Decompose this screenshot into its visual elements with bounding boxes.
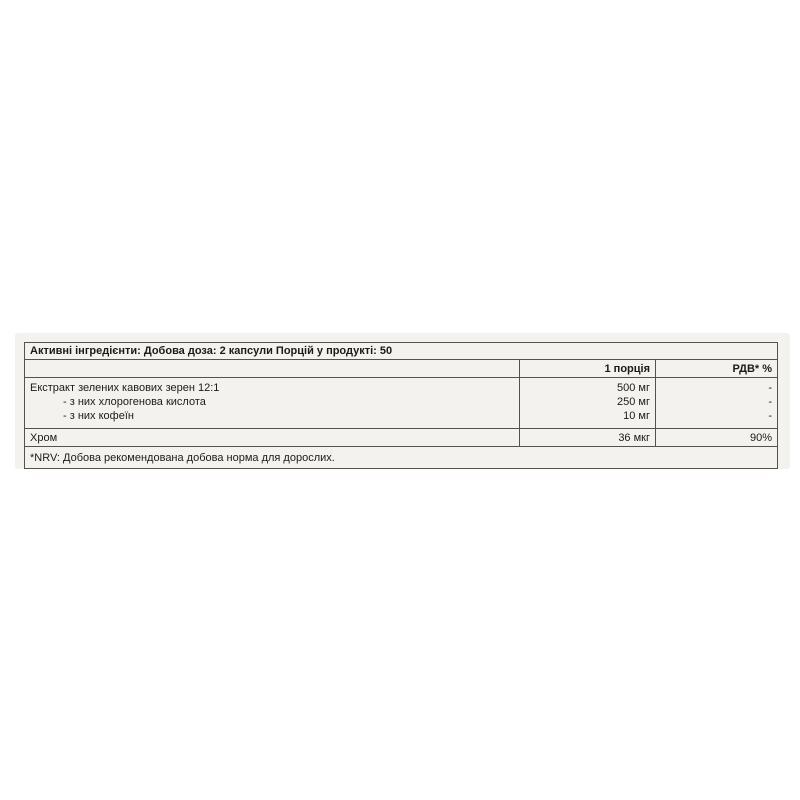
rdv-value: 90% [656, 429, 778, 447]
portion-value: 36 мкг [520, 429, 656, 447]
table-row-extract [25, 378, 778, 429]
portion-cell [520, 378, 656, 429]
table-title-row [25, 343, 778, 360]
column-header-rdv: РДВ* % [656, 360, 778, 378]
rdv-cell [656, 378, 778, 429]
column-header-ingredient [25, 360, 520, 378]
portion-value: 10 мг [623, 410, 650, 422]
ingredient-name: Хром [25, 429, 520, 447]
ingredient-subitem: - з них кофеїн [63, 410, 134, 422]
rdv-value: - [768, 396, 773, 408]
rdv-value: - [768, 382, 773, 394]
column-header-portion: 1 порція [520, 360, 656, 378]
ingredient-cell [25, 378, 520, 429]
table-row-chromium [25, 429, 778, 447]
ingredient-subitem: - з них хлорогенова кислота [63, 396, 206, 408]
portion-value: 500 мг [617, 382, 650, 394]
table-footnote: *NRV: Добова рекомендована добова норма для дорослих. [25, 447, 778, 469]
column-header-row [25, 360, 778, 378]
ingredient-name: Екстракт зелених кавових зерен 12:1 [30, 382, 220, 394]
rdv-value: - [768, 410, 773, 422]
table-footnote-row [25, 447, 778, 469]
supplement-facts-card [15, 333, 790, 469]
table-title: Активні інгредієнти: Добова доза: 2 капсули Порцій у продукті: 50 [25, 343, 778, 360]
portion-value: 250 мг [617, 396, 650, 408]
supplement-facts-table [24, 342, 778, 469]
